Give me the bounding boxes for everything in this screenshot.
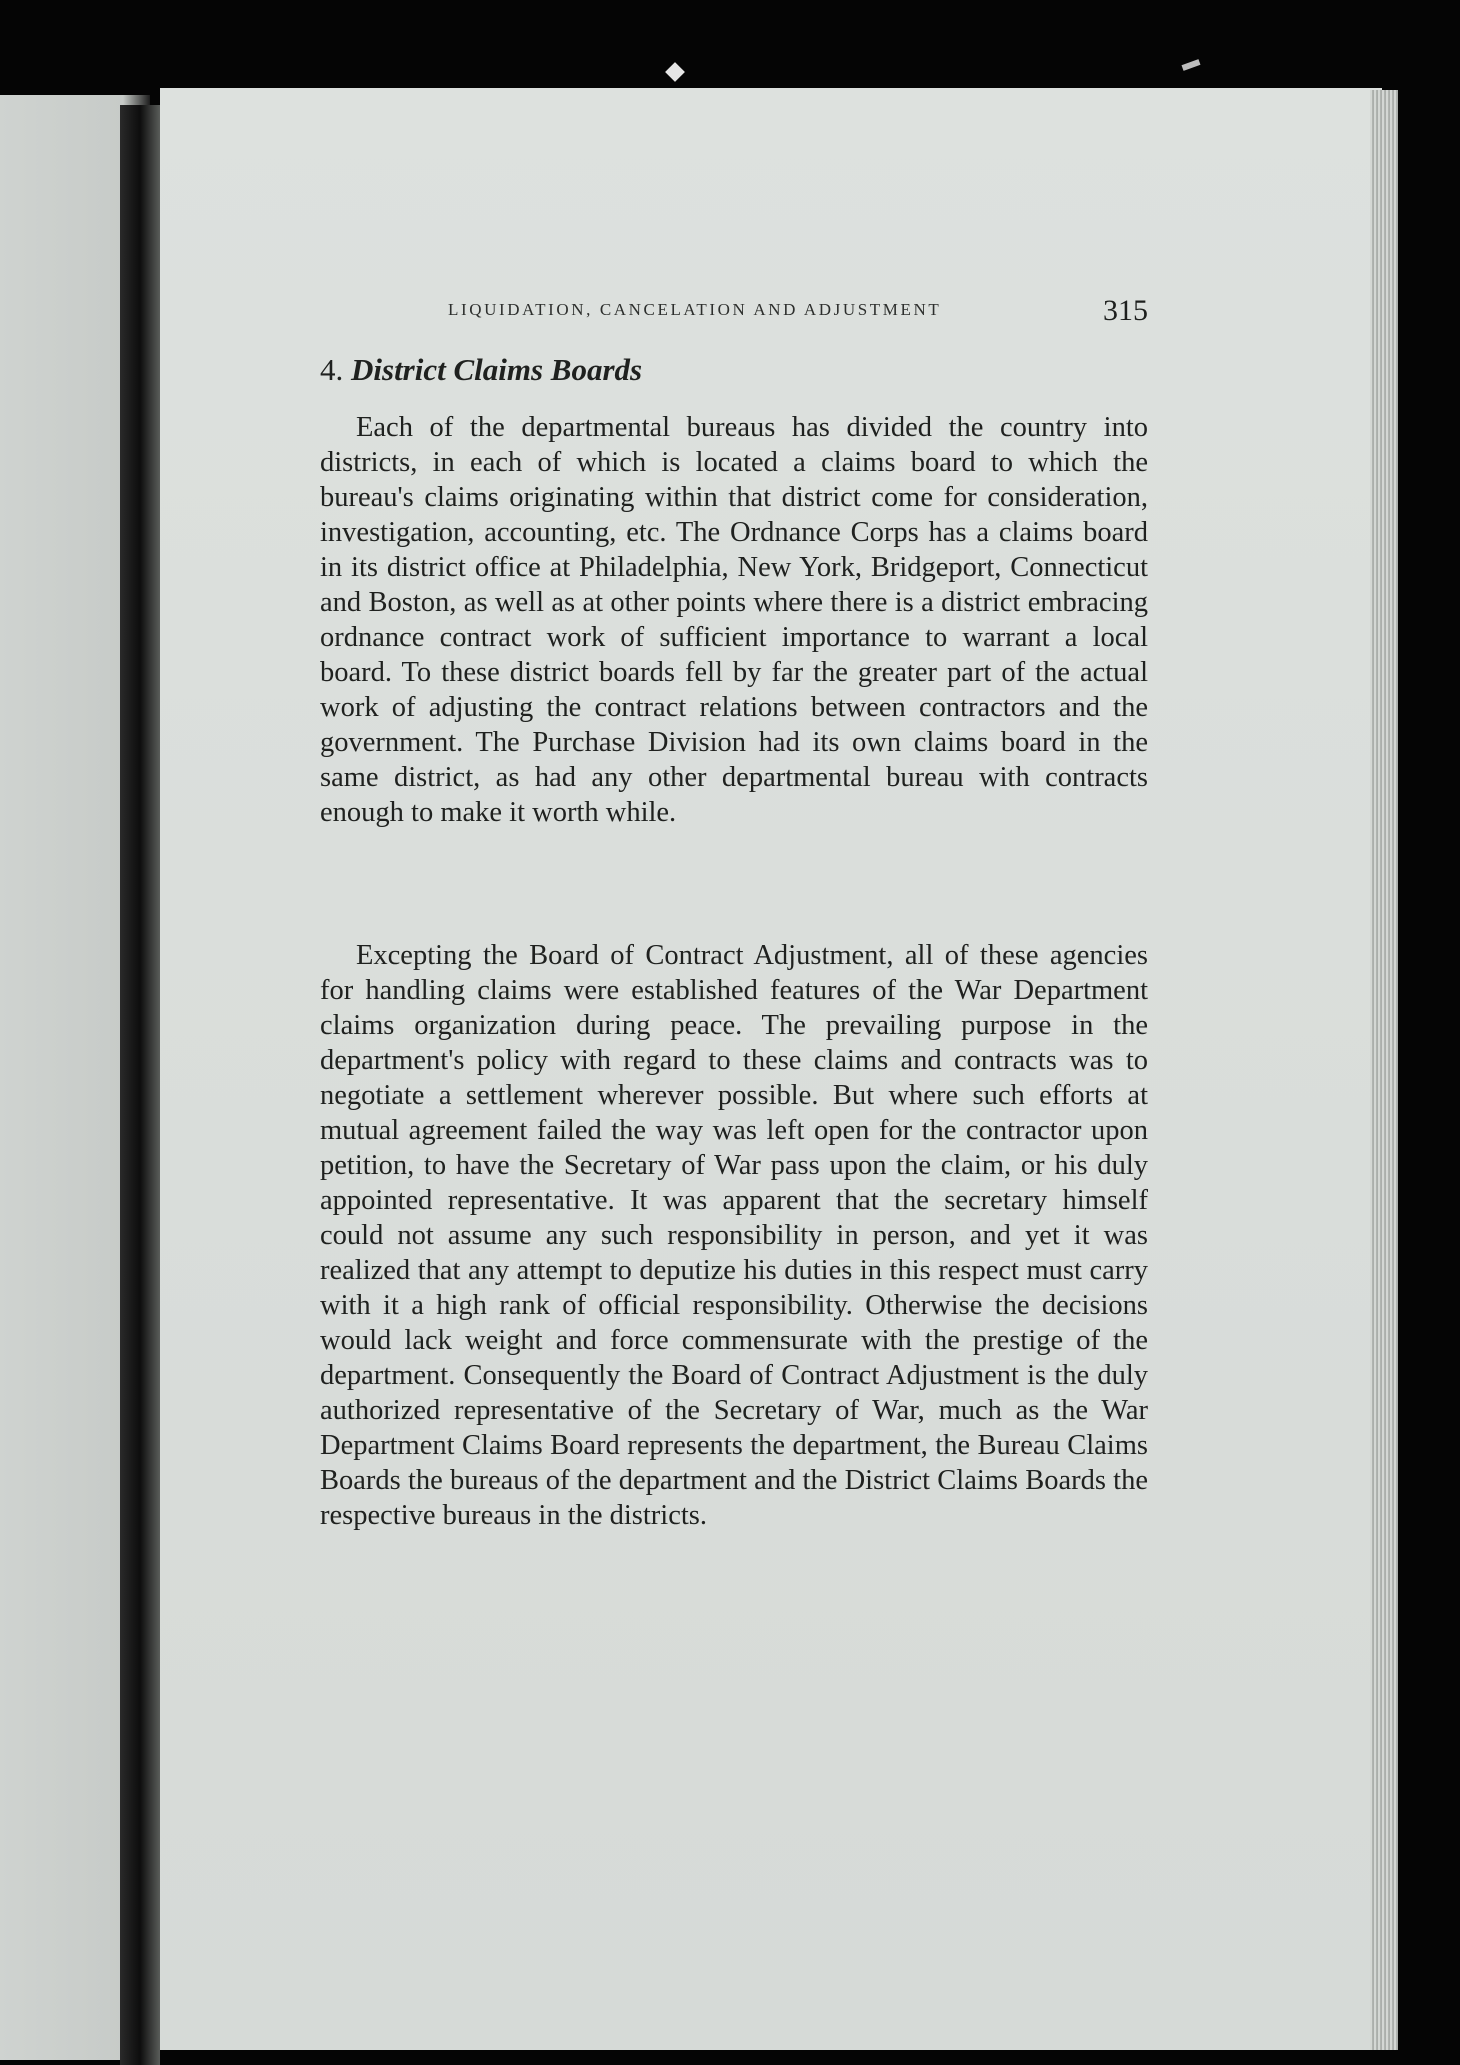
section-title: District Claims Boards xyxy=(351,352,643,387)
body-paragraph-1: Each of the departmental bureaus has divided the country into districts, in each of which is located a claims board to which the bureau's claims originating within that district come for consideration, investigation, accounting, etc. The Ordnance Corps has a claims board in its district office at Philadelphia, New York, Bridgeport, Connecticut and Boston, as well as at other points where there is a district embracing ordnance contract work of sufficient importance to warrant a local board. To these district boards fell by far the greater part of the actual work of adjusting the contract relations between contractors and the government. The Purchase Division had its own claims board in the same district, as had any other departmental bureau with contracts enough to make it worth while. xyxy=(320,412,1148,828)
running-head-title: LIQUIDATION, CANCELATION AND ADJUSTMENT xyxy=(448,300,942,319)
section-heading xyxy=(320,352,642,388)
page-stack-edge xyxy=(1370,90,1398,2050)
page-number: 315 xyxy=(1103,294,1148,327)
section-number: 4. xyxy=(320,352,344,387)
body-paragraph-2: Excepting the Board of Contract Adjustment, all of these agencies for handling claims were established features of the War Department claims organization during peace. The prevailing purpose in the department's policy with regard to these claims and contracts was to negotiate a settlement wherever possible. But where such efforts at mutual agreement failed the way was left open for the contractor upon petition, to have the Secretary of War pass upon the claim, or his duly appointed representative. It was apparent that the secretary himself could not assume any such responsibility in person, and yet it was realized that any attempt to deputize his duties in this respect must carry with it a high rank of official responsibility. Otherwise the decisions would lack weight and force commensurate with the prestige of the department. Consequently the Board of Contract Adjustment is the duly authorized representative of the Secretary of War, much as the War Department Claims Board represents the department, the Bureau Claims Boards the bureaus of the department and the District Claims Boards the respective bureaus in the districts. xyxy=(320,940,1148,1531)
running-head xyxy=(320,294,1148,338)
book-gutter xyxy=(120,105,160,2065)
scan-speck xyxy=(1182,59,1201,71)
scan-marker-icon xyxy=(665,62,685,82)
